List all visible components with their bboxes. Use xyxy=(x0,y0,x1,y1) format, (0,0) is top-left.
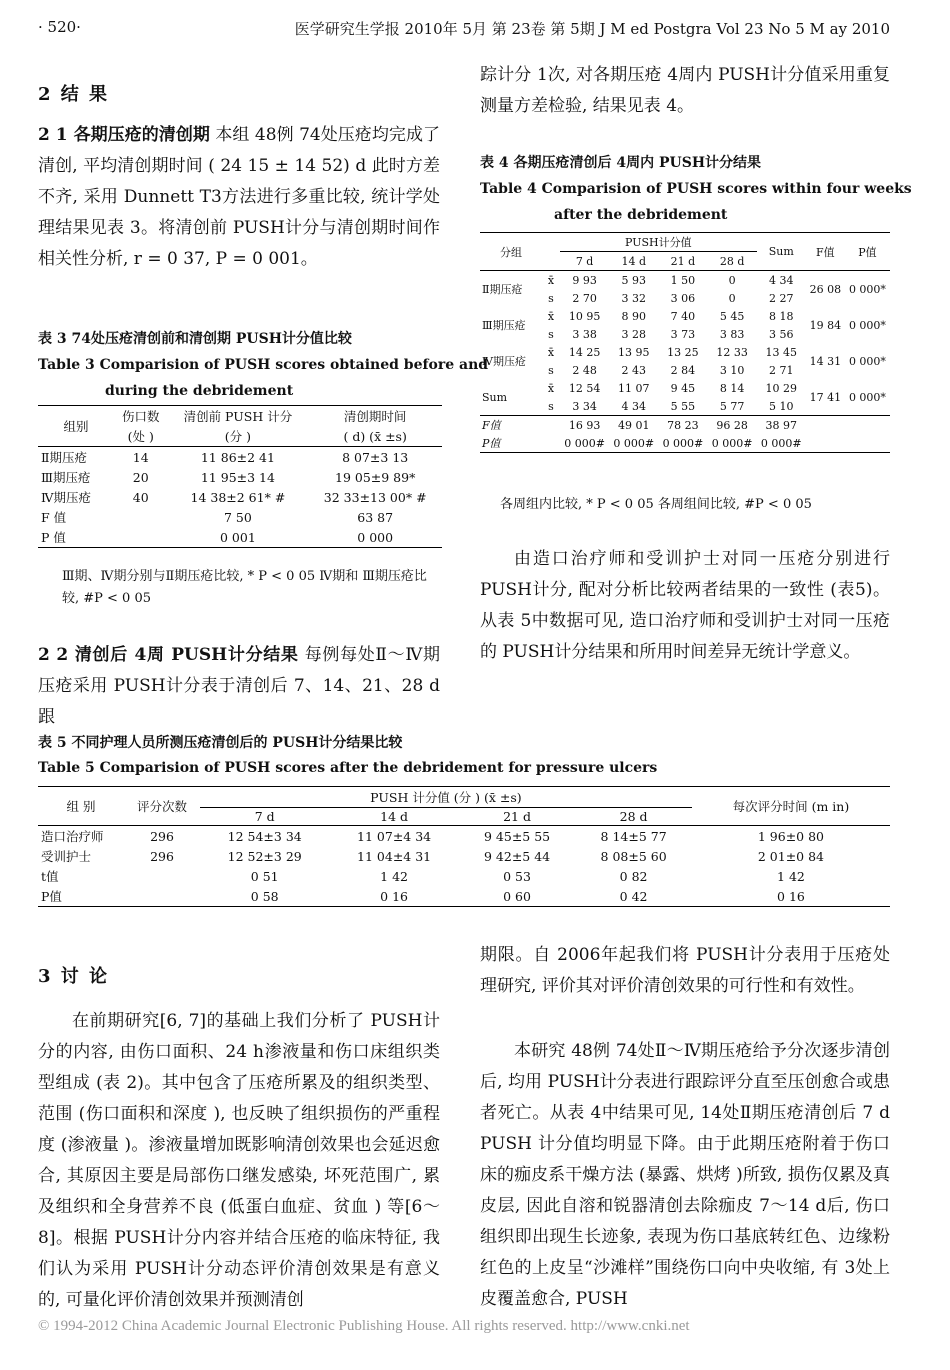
table-cell: 19 05±9 89* xyxy=(335,469,416,485)
table-cell: 8 18 xyxy=(769,309,794,323)
table-cell: 2 01±0 84 xyxy=(757,848,824,864)
table-cell: P 值 xyxy=(41,530,66,545)
table-cell: P值 xyxy=(41,889,62,904)
table-cell: 5 77 xyxy=(719,399,745,413)
table-row xyxy=(480,307,890,325)
table-cell: 0 xyxy=(728,291,736,305)
table4-caption-en-1: Table 4 Comparision of PUSH scores within four weeks xyxy=(480,181,912,197)
table-cell: 0 000# xyxy=(613,436,655,450)
table-cell xyxy=(124,886,200,907)
table-cell: 16 93 xyxy=(568,418,601,432)
table-cell: 5 93 xyxy=(621,273,646,287)
table-cell: 9 45±5 55 xyxy=(483,828,551,844)
table-cell: 3 56 xyxy=(769,327,794,341)
table-cell: 1 96±0 80 xyxy=(757,828,824,844)
table-cell: 8 08±5 60 xyxy=(600,848,667,864)
table4-note: 各周组内比较, * P < 0 05 各周组间比较, #P < 0 05 xyxy=(500,497,812,512)
table-cell: 2 71 xyxy=(769,363,794,377)
table-cell: 0 000* xyxy=(848,282,886,296)
table-cell: F 值 xyxy=(41,510,67,525)
stat-label: s xyxy=(548,291,554,305)
stat-label: x̄ xyxy=(547,381,555,395)
t5-h-push: PUSH 计分值 (分 ) (x̄ ±s) xyxy=(200,787,692,808)
table-cell: 4 34 xyxy=(621,399,646,413)
table-cell: 11 07±4 34 xyxy=(357,828,432,844)
table-cell: 4 34 xyxy=(769,273,794,287)
table-cell: 2 84 xyxy=(670,363,696,377)
table-cell: 0 000* xyxy=(848,354,886,368)
stat-label: x̄ xyxy=(547,273,555,287)
table-cell: 0 82 xyxy=(619,868,648,884)
table-cell: 32 33±13 00* # xyxy=(323,489,427,505)
table-cell: 11 07 xyxy=(618,381,650,395)
table-cell xyxy=(114,507,167,527)
table-cell: 0 000 xyxy=(357,529,394,545)
table4-caption-cn: 表 4 各期压疮清创后 4周内 PUSH计分结果 xyxy=(480,155,762,171)
table5-caption-cn: 表 5 不同护理人员所测压疮清创后的 PUSH计分结果比较 xyxy=(38,735,403,751)
table-cell: 11 04±4 31 xyxy=(357,848,432,864)
table-cell: 0 16 xyxy=(777,888,805,904)
group-label: Sum xyxy=(482,390,508,404)
t3-h-group: 组别 xyxy=(38,406,114,447)
table-cell: 0 51 xyxy=(250,868,279,884)
table4-caption-en-2: after the debridement xyxy=(554,207,728,223)
table-cell xyxy=(114,527,167,548)
t3-h-n1: 伤口数 xyxy=(121,409,160,424)
t4-h-sum: Sum xyxy=(757,233,806,271)
table-cell: 0 000# xyxy=(662,436,704,450)
table-cell: 5 55 xyxy=(670,399,696,413)
table-cell: 38 97 xyxy=(765,418,798,432)
table-cell: 12 52±3 29 xyxy=(227,848,302,864)
table-row xyxy=(480,434,890,453)
table-row xyxy=(480,343,890,361)
section-2-2-text: 每例每处Ⅱ～Ⅳ期压疮采用 PUSH计分表于清创后 7、14、21、28 d跟 xyxy=(38,645,441,727)
table-cell: 12 54 xyxy=(568,381,601,395)
t3-h-t1: 清创期时间 xyxy=(343,409,407,424)
table-cell: 12 33 xyxy=(716,345,748,359)
table-cell: 9 42±5 44 xyxy=(483,848,551,864)
table-cell: 14 25 xyxy=(568,345,601,359)
t5-h-time: 每次评分时间 (m in) xyxy=(692,787,890,826)
table-cell: 3 28 xyxy=(621,327,646,341)
table-cell: 1 42 xyxy=(777,868,805,884)
table-cell: 0 000* xyxy=(848,390,886,404)
table-cell: 5 10 xyxy=(769,399,794,413)
section-3-paragraph-2: 本研究 48例 74处Ⅱ～Ⅳ期压疮给予分次逐步清创后, 均用 PUSH计分表进行跟踪评分直至压创愈合或患者死亡。从表 4中结果可见, 14处Ⅱ期压疮清创后 7 d PUSH 计分值均明显下降。由于此期压疮附着于伤口床的痂皮系干燥方法 (暴露、烘烤 )所致, 损伤仅累及真皮层, 因此自溶和锐器清创去除痂皮 7～14 d后, 伤口组织即出现生长迹象, 表现为伤口基底转红色、边缘粉红色的上皮呈“沙滩样”围绕伤口向中央收缩, 有 3处上皮覆盖愈合, PUSH xyxy=(480,1041,890,1309)
table-cell: 14 xyxy=(132,449,149,465)
journal-citation: 医学研究生学报 2010年 5月 第 23卷 第 5期 J M ed Postgra Vol 23 No 5 M ay 2010 xyxy=(294,20,890,38)
table-row xyxy=(480,271,890,290)
table-cell: 96 28 xyxy=(716,418,748,432)
table-cell: Ⅱ期压疮 xyxy=(41,450,87,465)
t5-h-day: 14 d xyxy=(380,809,409,824)
table-cell: 造口治疗师 xyxy=(41,829,104,844)
table-cell: 0 000# xyxy=(711,436,753,450)
table-cell: 9 93 xyxy=(572,273,597,287)
table-cell: 2 43 xyxy=(621,363,646,377)
t3-h-t2: ( d) (x̄ ±s) xyxy=(343,428,407,444)
table-cell: 5 45 xyxy=(719,309,745,323)
table-row xyxy=(38,846,890,866)
section-2-2-heading: 2 2 清创后 4周 PUSH计分结果 xyxy=(38,645,299,665)
table-cell: 7 40 xyxy=(670,309,696,323)
table-cell: 2 70 xyxy=(572,291,597,305)
t5-h-day: 21 d xyxy=(503,809,531,824)
t5-h-n: 评分次数 xyxy=(124,787,200,826)
table-cell: 受训护士 xyxy=(41,849,92,864)
t3-h-p1: 清创前 PUSH 计分 xyxy=(183,409,293,424)
table-cell: 0 000* xyxy=(848,318,886,332)
table-cell: 14 31 xyxy=(809,354,842,368)
t3-h-n2: (处 ) xyxy=(127,429,154,444)
table-cell: 13 45 xyxy=(765,345,798,359)
table-cell: 0 58 xyxy=(250,888,279,904)
table-cell: 49 01 xyxy=(618,418,650,432)
table-5 xyxy=(38,786,890,907)
page-number: · 520· xyxy=(38,18,81,36)
table-cell: 296 xyxy=(150,828,174,844)
table-cell: 8 07±3 13 xyxy=(342,449,409,465)
t5-h-day: 28 d xyxy=(619,809,648,824)
group-label: Ⅱ期压疮 xyxy=(482,283,523,296)
table-cell: Ⅲ期压疮 xyxy=(41,470,91,485)
t4-h-group: 分组 xyxy=(480,233,542,271)
section-2-1 xyxy=(38,120,440,275)
t5-h-day: 7 d xyxy=(254,809,275,824)
table-row xyxy=(38,447,442,468)
table-cell: 7 50 xyxy=(223,509,252,525)
t4-h-p: P值 xyxy=(845,233,890,271)
section-2-1-heading: 2 1 各期压疮的清创期 xyxy=(38,125,210,145)
table-cell: 8 14±5 77 xyxy=(600,828,667,844)
table-cell: 296 xyxy=(150,848,174,864)
table-cell: 14 38±2 61* # xyxy=(190,489,286,505)
table-cell: Ⅳ期压疮 xyxy=(41,490,91,505)
table-cell: 19 84 xyxy=(809,318,842,332)
stat-label: s xyxy=(548,327,554,341)
table-cell: 0 53 xyxy=(503,868,531,884)
running-header xyxy=(38,18,890,40)
table-row xyxy=(38,886,890,907)
table-row xyxy=(38,507,442,527)
section-2-2 xyxy=(38,640,440,733)
table-cell: 0 001 xyxy=(220,529,256,545)
table-cell: 1 42 xyxy=(380,868,408,884)
group-label: Ⅲ期压疮 xyxy=(482,319,526,332)
table-cell xyxy=(124,866,200,886)
table-cell: 3 10 xyxy=(719,363,745,377)
table-cell: t值 xyxy=(41,869,59,884)
table-cell: F值 xyxy=(482,419,501,432)
table-cell: 63 87 xyxy=(357,509,394,525)
section-3-paragraph-1: 在前期研究[6, 7]的基础上我们分析了 PUSH计分的内容, 由伤口面积、24 h渗液量和伤口床组织类型组成 (表 2)。其中包含了压疮所累及的组织类型、范围 (伤口面积和深度 ), 也反映了组织损伤的严重程度 (渗液量 )。渗液量增加既影响清创效果也会延迟愈合, 其原因主要是局部伤口继发感染, 坏死范围广, 累及组织和全身营养不良 (低蛋白血症、贫血 ) 等[6～8]。根据 PUSH计分内容并结合压疮的临床特征, 我们认为采用 PUSH计分动态评价清创效果是有意义的, 可量化评价清创效果并预测清创 xyxy=(38,1011,440,1310)
table-cell: 40 xyxy=(132,489,149,505)
table-cell: 20 xyxy=(132,469,149,485)
table-row xyxy=(38,467,442,487)
t4-h-push: PUSH计分值 xyxy=(560,233,757,252)
stat-label: s xyxy=(548,399,554,413)
stat-label: s xyxy=(548,363,554,377)
table-cell: 10 29 xyxy=(765,381,798,395)
table-cell: 17 41 xyxy=(809,390,842,404)
table-cell: 3 38 xyxy=(572,327,597,341)
table-cell: 9 45 xyxy=(670,381,696,395)
table-row xyxy=(480,379,890,397)
t4-h-day: 7 d xyxy=(575,254,594,268)
table-cell: 0 xyxy=(728,273,736,287)
table-row xyxy=(38,487,442,507)
table-cell: 1 50 xyxy=(670,273,696,287)
table-cell: 12 54±3 34 xyxy=(227,828,302,844)
table3-caption-en-2: during the debridement xyxy=(105,383,294,399)
table-cell: 0 42 xyxy=(619,888,648,904)
table-cell: 8 14 xyxy=(719,381,745,395)
table-row xyxy=(38,826,890,847)
table3-note: Ⅲ期、Ⅳ期分别与Ⅱ期压疮比较, * P < 0 05 Ⅳ期和 Ⅲ期压疮比较, #P < 0 05 xyxy=(62,569,427,606)
table-cell: 3 32 xyxy=(621,291,646,305)
copyright-footer: © 1994-2012 China Academic Journal Electronic Publishing House. All rights reserved. http://www.cnki.net xyxy=(38,1318,690,1334)
table-3 xyxy=(38,405,442,548)
stat-label: x̄ xyxy=(547,345,555,359)
t4-h-f: F值 xyxy=(806,233,845,271)
table-cell: 26 08 xyxy=(809,282,842,296)
table-cell: 2 48 xyxy=(572,363,597,377)
table-cell: 0 000# xyxy=(564,436,605,450)
table-cell: 3 83 xyxy=(719,327,745,341)
table-cell: 2 27 xyxy=(769,291,794,305)
stat-label: x̄ xyxy=(547,309,555,323)
results-paragraph: 由造口治疗师和受训护士对同一压疮分别进行PUSH计分, 配对分析比较两者结果的一致性 (表5)。从表 5中数据可见, 造口治疗师和受训护士对同一压疮的 PUSH计分结果和所用时间差异无统计学意义。 xyxy=(480,549,890,662)
table-cell: 13 95 xyxy=(618,345,650,359)
table-row xyxy=(38,527,442,548)
section-3-title: 3 讨 论 xyxy=(38,966,110,987)
t5-h-group: 组 别 xyxy=(38,787,124,826)
table3-caption-en-1: Table 3 Comparision of PUSH scores obtained before and xyxy=(38,357,489,373)
table-cell: 0 000# xyxy=(760,436,802,450)
table-cell: 3 73 xyxy=(670,327,696,341)
table-cell: P值 xyxy=(482,437,501,450)
section-3-continued: 期限。自 2006年起我们将 PUSH计分表用于压疮处理研究, 评价其对评价清创效果的可行性和有效性。 xyxy=(480,945,890,996)
t4-h-day: 28 d xyxy=(719,254,745,268)
table-cell: 3 34 xyxy=(572,399,597,413)
t4-h-day: 14 d xyxy=(621,254,647,268)
table-cell: 8 90 xyxy=(621,309,646,323)
table-cell: 13 25 xyxy=(667,345,699,359)
t3-h-p2: (分 ) xyxy=(224,429,252,444)
section-2-2-continued: 踪计分 1次, 对各期压疮 4周内 PUSH计分值采用重复测量方差检验, 结果见表 4。 xyxy=(480,65,890,116)
table-cell: 3 06 xyxy=(670,291,696,305)
group-label: Ⅳ期压疮 xyxy=(482,355,526,368)
table-row xyxy=(38,866,890,886)
table3-caption-cn: 表 3 74处压疮清创前和清创期 PUSH计分值比较 xyxy=(38,331,352,347)
table-cell: 0 16 xyxy=(380,888,408,904)
table-row xyxy=(480,416,890,435)
table-cell: 11 95±3 14 xyxy=(200,469,275,485)
table-cell: 10 95 xyxy=(568,309,601,323)
table5-caption-en: Table 5 Comparision of PUSH scores after the debridement for pressure ulcers xyxy=(38,760,658,776)
table-4 xyxy=(480,232,890,453)
table-cell: 78 23 xyxy=(667,418,699,432)
section-2-title: 2 结 果 xyxy=(38,84,110,105)
section-2-1-text: 本组 48例 74处压疮均完成了清创, 平均清创期时间 ( 24 15 ± 14 52) d 此时方差不齐, 采用 Dunnett T3方法进行多重比较, 统计学处理结果见表 3。将清创前 PUSH计分与清创期时间作相关性分析, r = 0 37, P = 0 001。 xyxy=(38,125,440,269)
table-cell: 0 60 xyxy=(503,888,531,904)
t4-h-day: 21 d xyxy=(670,254,696,268)
table-cell: 11 86±2 41 xyxy=(200,449,275,465)
